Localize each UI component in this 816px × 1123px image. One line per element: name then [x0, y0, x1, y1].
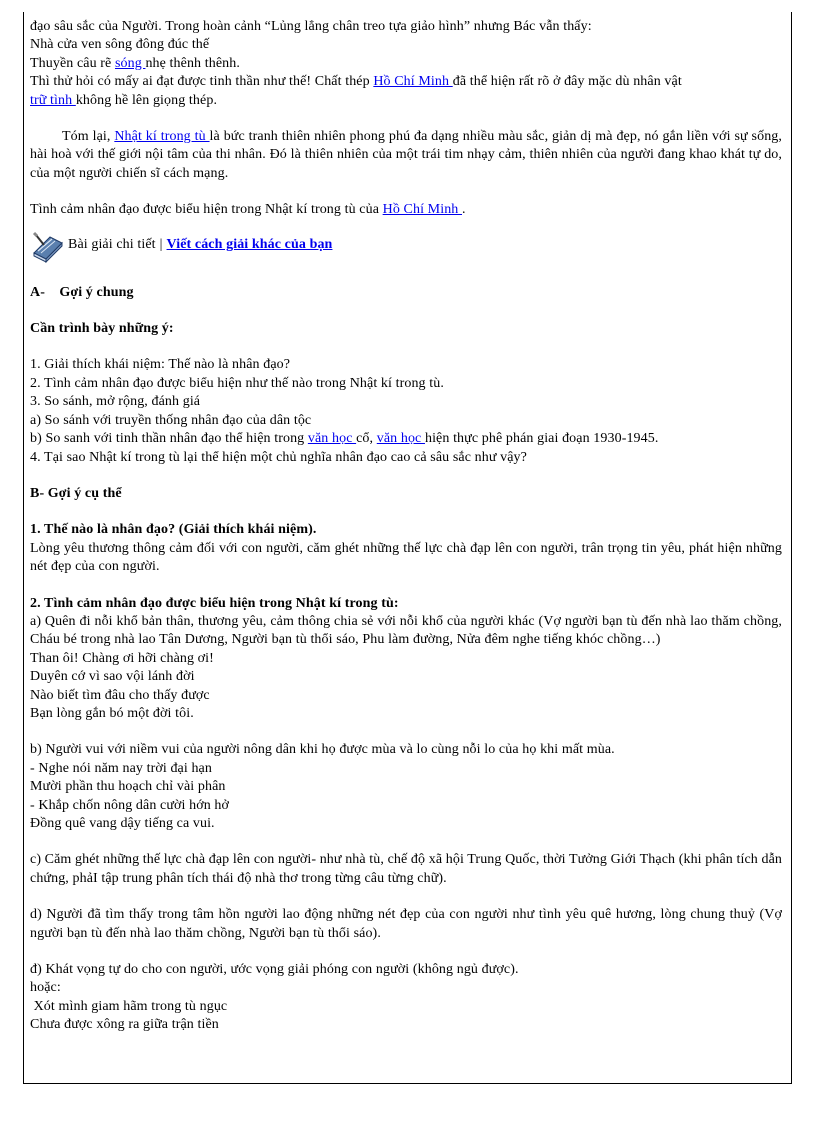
poem-line: Đồng quê vang dậy tiếng ca vui.: [30, 816, 215, 831]
poem-line: Xót mình giam hãm trong tù ngục: [30, 998, 228, 1014]
link-nhat-ki-trong-tu[interactable]: Nhật kí trong tù: [114, 129, 210, 145]
link-tru-tinh[interactable]: trữ tình: [30, 92, 76, 108]
list-item: 3. So sánh, mở rộng, đánh giá: [30, 394, 201, 410]
poem-line: Than ôi! Chàng ơi hỡi chàng ơi!: [30, 650, 214, 666]
intro-line-1: đạo sâu sắc của Người. Trong hoàn cảnh “Lủng lẳng chân treo tựa giảo hình” nhưng Bác vẫn thấy:: [30, 19, 592, 34]
poem-line: Mười phần thu hoạch chỉ vài phân: [30, 779, 226, 795]
poem-line: - Nghe nói năm nay trời đại hạn: [30, 760, 212, 776]
question-2-title: 2. Tình cảm nhân đạo được biểu hiện trong Nhật kí trong tù:: [30, 595, 399, 611]
question-2-dd: đ) Khát vọng tự do cho con người, ước vọng giải phóng con người (không ngủ được).: [30, 962, 519, 978]
question-2-d: d) Người đã tìm thấy trong tâm hồn người lao động những nét đẹp của con người như tình yêu quê hương, lòng chung thuỷ (Vợ người bạn tù đến nhà lao thăm chồng, Người bạn tù thổi sáo).: [30, 907, 782, 941]
link-ho-chi-minh-2[interactable]: Hồ Chí Minh: [382, 202, 463, 218]
list-item: 2. Tình cảm nhân đạo được biểu hiện như thế nào trong Nhật kí trong tù.: [30, 375, 444, 391]
poem-line: Chưa được xông ra giữa trận tiền: [30, 1017, 219, 1033]
link-ho-chi-minh[interactable]: Hồ Chí Minh: [373, 74, 453, 90]
poem-line: Duyên cớ vì sao vội lánh đời: [30, 669, 195, 685]
section-a-heading: A- Gợi ý chung: [30, 284, 134, 300]
list-item: 1. Giải thích khái niệm: Thế nào là nhân đạo?: [30, 357, 291, 373]
link-van-hoc-2[interactable]: văn học: [376, 431, 425, 447]
poem-line: Nào biết tìm đâu cho thấy được: [30, 687, 210, 703]
topic-line: Tình cảm nhân đạo được biểu hiện trong Nhật kí trong tù của Hồ Chí Minh .: [30, 202, 466, 218]
question-2-c: c) Căm ghét những thế lực chà đạp lên con người- như nhà tù, chế độ xã hội Trung Quốc, thời Tưởng Giới Thạch (khi phân tích dẫn chứng, phảI tập trung phân tích thái độ nhà thơ trong từng câu từng chữ).: [30, 852, 782, 886]
link-van-hoc-1[interactable]: văn học: [307, 431, 357, 447]
link-song[interactable]: sóng: [114, 55, 146, 71]
list-item: a) So sánh với truyền thống nhân đạo của dân tộc: [30, 412, 312, 428]
intro-paragraph: Thì thử hỏi có mấy ai đạt được tinh thần như thế! Chất thép Hồ Chí Minh đã thể hiện rất rõ ở đây mặc dù nhân vật trữ tình không hề lên giọng thép.: [30, 74, 682, 108]
poem-line: Bạn lòng gắn bó một đời tôi.: [30, 705, 194, 721]
document-body: [30, 18, 782, 1035]
section-a-subheading: Cần trình bày những ý:: [30, 321, 174, 337]
question-2-a: a) Quên đi nỗi khổ bản thân, thương yêu, cảm thông chia sẻ với nỗi khổ của người khác (Vợ người bạn tù đến nhà lao thăm chồng, Cháu bé trong nhà lao Tân Dương, Người bạn tù thổi sáo, Phu làm đường, Nửa đêm nghe tiếng khóc chồng…): [30, 613, 782, 648]
list-item: b) So sanh với tinh thần nhân đạo thể hiện trong văn học cổ, văn học hiện thực phê phán giai đoạn 1930-1945.: [30, 431, 659, 447]
poem-line: Thuyền câu rẽ sóng nhẹ thênh thênh.: [30, 55, 240, 71]
solution-label: Bài giải chi tiết: [68, 237, 156, 253]
separator: |: [159, 237, 163, 253]
poem-line: Nhà cửa ven sông đông đúc thế: [30, 37, 210, 53]
or-label: hoặc:: [30, 980, 61, 996]
section-b-heading: B- Gợi ý cụ thể: [30, 485, 122, 501]
write-solution-link[interactable]: Viết cách giải khác của bạn: [166, 237, 333, 253]
list-item: 4. Tại sao Nhật kí trong tù lại thể hiện một chủ nghĩa nhân đạo cao cả sâu sắc như vậy?: [30, 449, 527, 465]
solution-bar: [30, 228, 782, 264]
question-2-b: b) Người vui với niềm vui của người nông dân khi họ được mùa và lo cùng nỗi lo của họ khi mất mùa.: [30, 742, 615, 758]
question-1-title: 1. Thế nào là nhân đạo? (Giải thích khái niệm).: [30, 522, 317, 538]
question-1-text: Lòng yêu thương thông cảm đối với con người, căm ghét những thế lực chà đạp lên con người, trân trọng tin yêu, phát hiện những nét đẹp của con người.: [30, 540, 782, 575]
poem-line: - Khắp chốn nông dân cười hớn hở: [30, 797, 230, 813]
summary-paragraph: Tóm lại, Nhật kí trong tù là bức tranh thiên nhiên phong phú đa dạng nhiều màu sắc, giản dị mà đẹp, nó gắn liền với sự sống, hài hoà với thế giới nội tâm của thi nhân. Đó là thiên nhiên của một trái tim nhạy cảm, thiên nhiên của người đang khao khát tự do, của một người chiến sĩ cách mạng.: [30, 129, 782, 181]
book-icon: [30, 229, 66, 263]
